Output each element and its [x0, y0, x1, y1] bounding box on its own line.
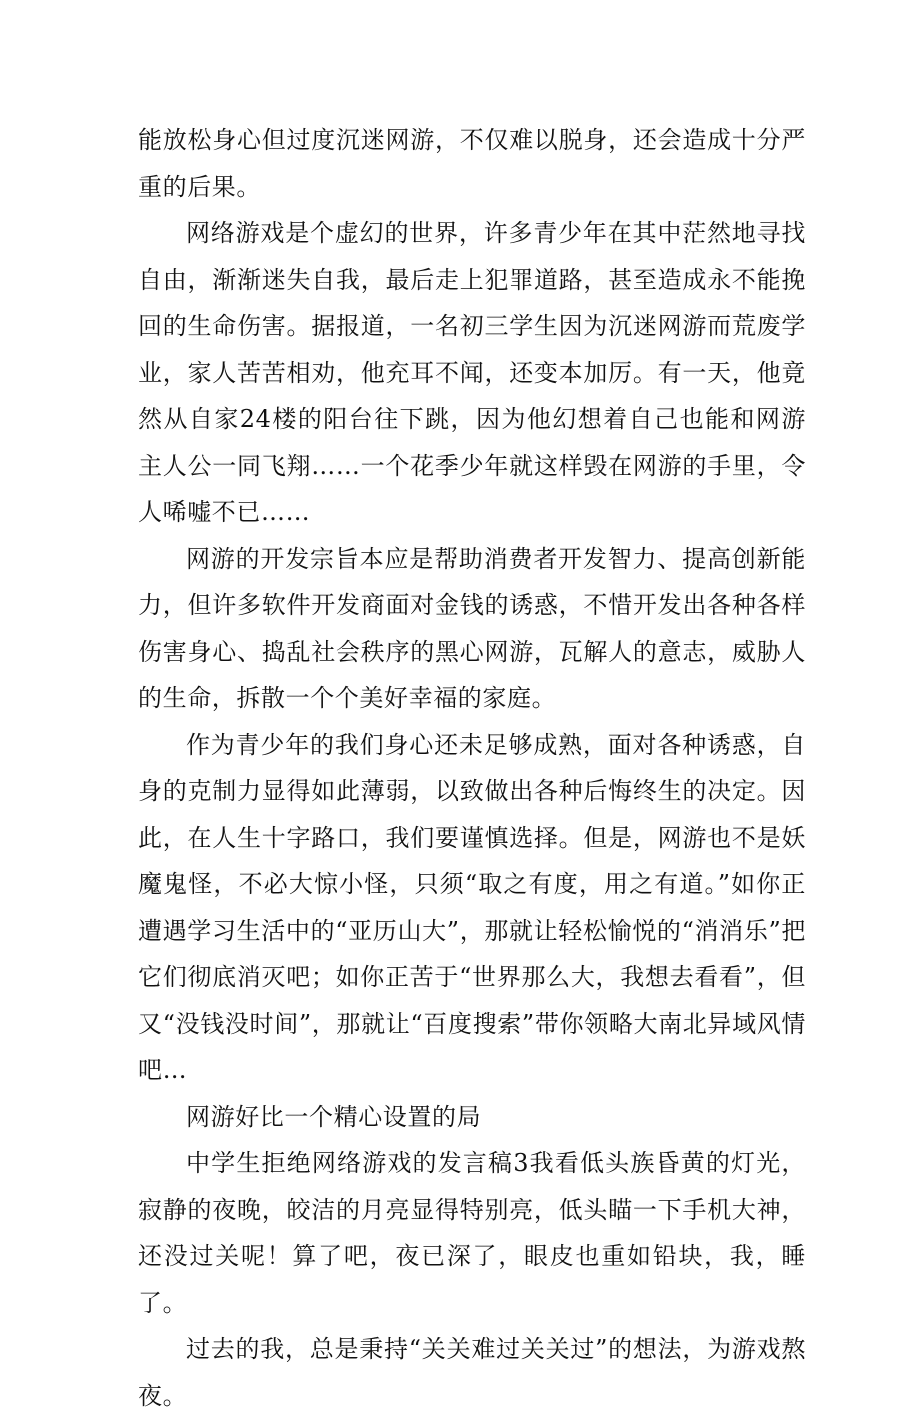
paragraph-4: 作为青少年的我们身心还未足够成熟，面对各种诱惑，自身的克制力显得如此薄弱，以致做出各种后悔终生的决定。因此，在人生十字路口，我们要谨慎选择。但是，网游也不是妖魔鬼怪，不必大惊小怪，只须“取之有度，用之有道。”如你正遭遇学习生活中的“亚历山大”，那就让轻松愉悦的“消消乐”把它们彻底消灭吧；如你正苦于“世界那么大，我想去看看”，但又“没钱没时间”，那就让“百度搜索”带你领略大南北异域风情吧… [138, 730, 806, 1084]
paragraph-3: 网游的开发宗旨本应是帮助消费者开发智力、提高创新能力，但许多软件开发商面对金钱的诱惑，不惜开发出各种各样伤害身心、捣乱社会秩序的黑心网游，瓦解人的意志，威胁人的生命，拆散一个个美好幸福的家庭。 [138, 544, 806, 712]
paragraph-1: 能放松身心但过度沉迷网游，不仅难以脱身，还会造成十分严重的后果。 [138, 126, 806, 201]
document-body [138, 117, 806, 1419]
paragraph-6: 中学生拒绝网络游戏的发言稿3我看低头族昏黄的灯光，寂静的夜晚，皎洁的月亮显得特别亮，低头瞄一下手机大神，还没过关呢！算了吧，夜已深了，眼皮也重如铅块，我，睡了。 [138, 1149, 806, 1317]
paragraph-7: 过去的我，总是秉持“关关难过关关过”的想法，为游戏熬夜。 [138, 1335, 806, 1410]
paragraph-2: 网络游戏是个虚幻的世界，许多青少年在其中茫然地寻找自由，渐渐迷失自我，最后走上犯罪道路，甚至造成永不能挽回的生命伤害。据报道，一名初三学生因为沉迷网游而荒废学业，家人苦苦相劝，他充耳不闻，还变本加厉。有一天，他竟然从自家24楼的阳台往下跳，因为他幻想着自己也能和网游主人公一同飞翔……一个花季少年就这样毁在网游的手里，令人唏嘘不已…… [138, 219, 806, 526]
paragraph-5: 网游好比一个精心设置的局 [186, 1102, 482, 1131]
